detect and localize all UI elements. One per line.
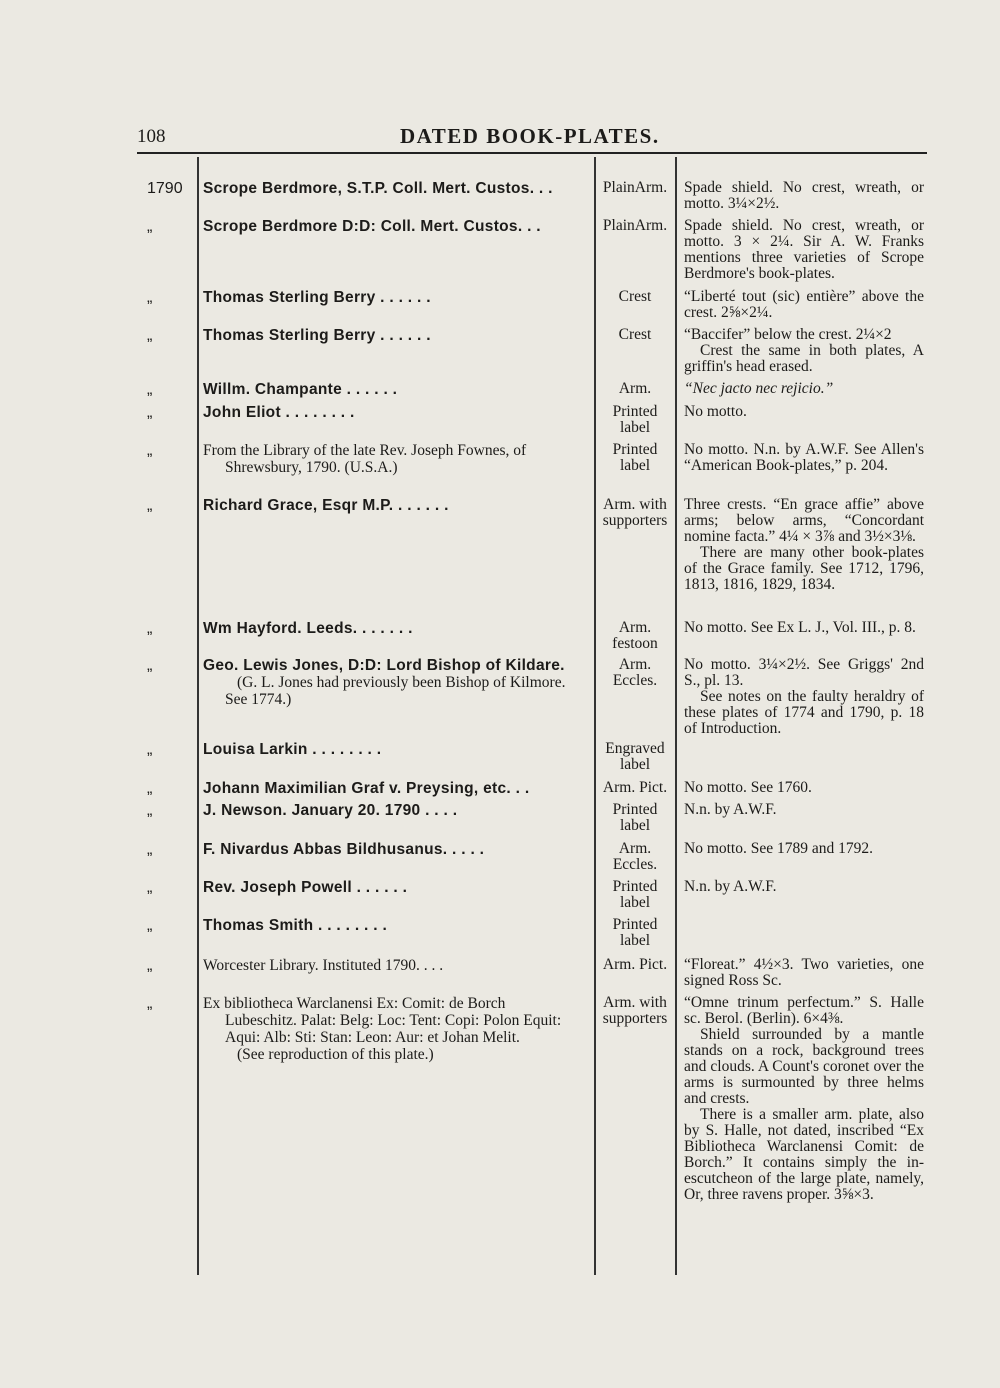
entry-owner: J. Newson. January 20. 1790 . . . .	[203, 802, 458, 819]
entry-owner: John Eliot . . . . . . . .	[203, 404, 355, 421]
entry-kind: Crest	[618, 326, 652, 343]
entry-owner: Ex bibliotheca Warclanensi Ex: Comit: de Borch Lubeschitz. Palat: Belg: Loc: Tent: Copi: Polon Equit: Aqui: Alb: Sti: Stan: Leon: Aur: et Johan Melit. (See reproduction of this plate.)	[203, 995, 562, 1063]
entry-kind: Arm.	[618, 380, 652, 397]
entry-kind: Printed label	[612, 403, 658, 436]
entry-description: “Omne trinum perfectum.” S. Halle sc. Berol. (Berlin). 6×4⅜. Shield surrounded by a mantle stands on a rock, background trees and clouds. A Count's coronet over the arms is surmounted by three helms and crests. There is a smaller arm. plate, also by S. Halle, not dated, inscribed “Ex Bibliotheca Warclanensi Comit: de Borch.” It contains simply the in-escutcheon of the large plate, namely, Or, three ravens proper. 3⅝×3.	[684, 994, 924, 1203]
entry-owner: Wm Hayford. Leeds. . . . . . .	[203, 620, 413, 637]
entry-owner: Worcester Library. Instituted 1790. . . .	[203, 957, 444, 974]
entry-date: „	[147, 995, 153, 1012]
entry-description: No motto.	[684, 403, 747, 420]
page-number: 108	[137, 126, 166, 147]
entry-date: „	[147, 841, 153, 858]
entry-owner: Louisa Larkin . . . . . . . .	[203, 741, 382, 758]
entry-owner: Thomas Sterling Berry . . . . . .	[203, 327, 431, 344]
entry-date: „	[147, 289, 153, 306]
running-head: DATED BOOK-PLATES.	[400, 124, 660, 148]
entry-description: Spade shield. No crest, wreath, or motto. 3¼×2½.	[684, 179, 924, 212]
entry-kind: Arm. festoon	[612, 619, 658, 652]
entry-date: „	[147, 404, 153, 421]
entry-description: No motto. N.n. by A.W.F. See Allen's “American Book-plates,” p. 204.	[684, 441, 924, 474]
entry-description: No motto. See Ex L. J., Vol. III., p. 8.	[684, 619, 916, 636]
entry-kind: PlainArm.	[602, 179, 668, 196]
entry-owner: Scrope Berdmore, S.T.P. Coll. Mert. Custos. . .	[203, 180, 553, 197]
entry-date: „	[147, 657, 153, 674]
entry-date: „	[147, 327, 153, 344]
entry-date: „	[147, 957, 153, 974]
entry-date: „	[147, 780, 153, 797]
entry-date: „	[147, 879, 153, 896]
entry-description: Three crests. “En grace affie” above arms; below arms, “Concordant nomine facta.” 4¼ × 3⅞ and 3½×3⅛. There are many other book-plates of the Grace family. See 1712, 1796, 1813, 1816, 1829, 1834.	[684, 496, 924, 593]
entry-description: Spade shield. No crest, wreath, or motto. 3 × 2¼. Sir A. W. Franks mentions three varieties of Scrope Berdmore's book-plates.	[684, 217, 924, 282]
entry-kind: Crest	[618, 288, 652, 305]
entry-kind: Arm. with supporters	[602, 994, 668, 1027]
entry-date: „	[147, 218, 153, 235]
entry-description: N.n. by A.W.F.	[684, 801, 777, 818]
entry-owner: Scrope Berdmore D:D: Coll. Mert. Custos. . .	[203, 218, 541, 235]
entry-kind: Arm. with supporters	[602, 496, 668, 529]
entry-date: „	[147, 497, 153, 514]
entry-owner: From the Library of the late Rev. Joseph Fownes, of Shrewsbury, 1790. (U.S.A.)	[203, 442, 527, 476]
entry-kind: Printed label	[612, 801, 658, 834]
entry-description: “Baccifer” below the crest. 2¼×2 Crest the same in both plates, A griffin's head erased.	[684, 326, 924, 375]
entry-owner: Johann Maximilian Graf v. Preysing, etc. . .	[203, 780, 530, 797]
entry-kind: Engraved label	[605, 740, 665, 773]
entry-kind: Arm. Pict.	[602, 779, 668, 796]
entry-description: “Liberté tout (sic) entière” above the crest. 2⅝×2¼.	[684, 288, 924, 321]
entry-kind: Printed label	[612, 916, 658, 949]
entry-owner: Richard Grace, Esqr M.P. . . . . . .	[203, 497, 449, 514]
entry-owner: Geo. Lewis Jones, D:D: Lord Bishop of Kildare. (G. L. Jones had previously been Bishop of Kilmore. See 1774.)	[203, 657, 566, 708]
entry-kind: Printed label	[612, 878, 658, 911]
entry-owner: Rev. Joseph Powell . . . . . .	[203, 879, 408, 896]
entry-description: “Nec jacto nec rejicio.”	[684, 380, 834, 397]
entry-date: „	[147, 802, 153, 819]
entry-owner: Thomas Sterling Berry . . . . . .	[203, 289, 431, 306]
entry-description: N.n. by A.W.F.	[684, 878, 777, 895]
entry-kind: Arm. Pict.	[602, 956, 668, 973]
entry-owner: F. Nivardus Abbas Bildhusanus. . . . .	[203, 841, 485, 858]
entry-date: 1790	[147, 180, 183, 197]
entry-description: “Floreat.” 4½×3. Two varieties, one signed Ross Sc.	[684, 956, 924, 989]
entry-owner: Thomas Smith . . . . . . . .	[203, 917, 388, 934]
entry-date: „	[147, 741, 153, 758]
entry-date: „	[147, 620, 153, 637]
entry-owner: Willm. Champante . . . . . .	[203, 381, 398, 398]
entry-description: No motto. 3¼×2½. See Griggs' 2nd S., pl. 13. See notes on the faulty heraldry of these plates of 1774 and 1790, p. 18 of Introduction.	[684, 656, 924, 737]
entry-kind: Printed label	[612, 441, 658, 474]
entry-date: „	[147, 442, 153, 459]
entry-date: „	[147, 381, 153, 398]
entry-kind: PlainArm.	[602, 217, 668, 234]
entry-description: No motto. See 1789 and 1792.	[684, 840, 873, 857]
entry-kind: Arm. Eccles.	[612, 656, 658, 689]
entry-date: „	[147, 917, 153, 934]
entry-kind: Arm. Eccles.	[612, 840, 658, 873]
entry-description: No motto. See 1760.	[684, 779, 812, 796]
